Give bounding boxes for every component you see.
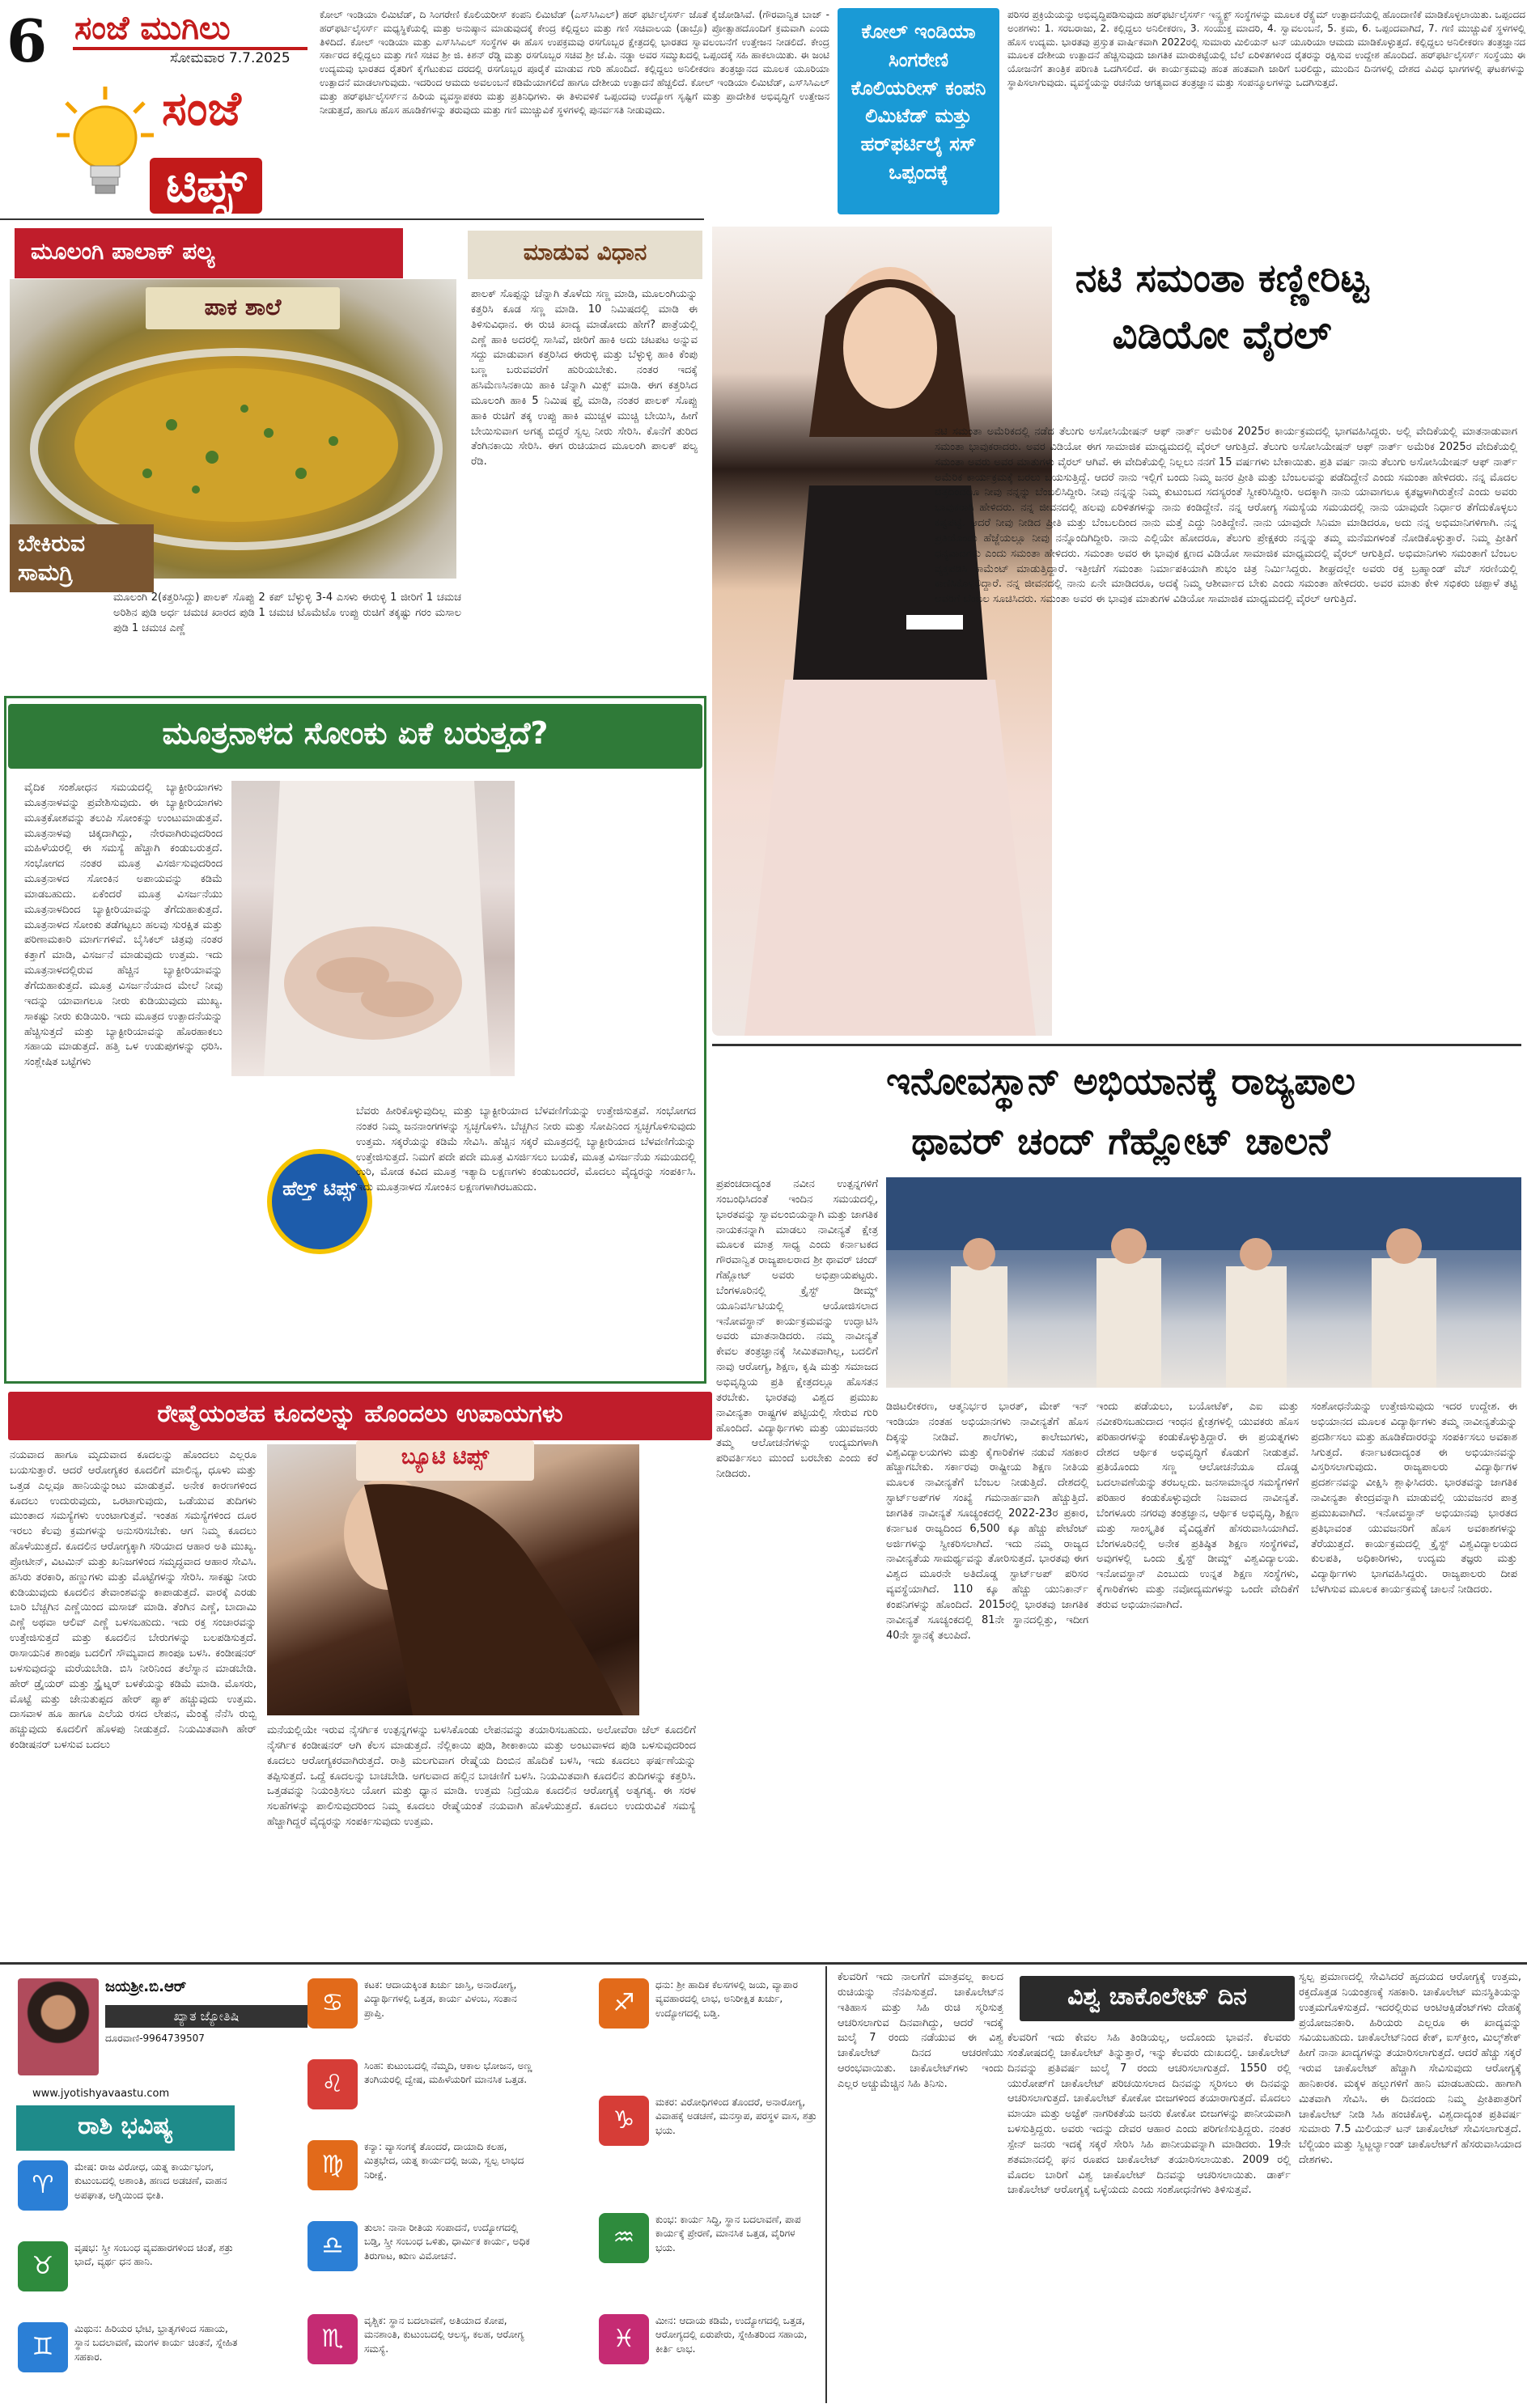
top-news-headline-box: ಕೋಲ್ ಇಂಡಿಯಾ ಸಿಂಗರೇಣಿ ಕೊಲಿಯರೀಸ್ ಕಂಪನಿ ಲಿಮಿಟೆಡ್ ಮತ್ತು ಹರ್‌ಫರ್ಟಿಲೈ ಸಸ್ ಒಪ್ಪಂದಕ್ಕೆ [838,8,999,214]
chocolate-headline: ವಿಶ್ವ ಚಾಕೊಲೇಟ್ ದಿನ [1020,1976,1295,2021]
health-illustration [231,781,515,1076]
gemini-icon: ♊ [18,2322,68,2372]
libra-icon: ♎ [308,2221,358,2271]
innovation-column-1: ಪ್ರಪಂಚದಾದ್ಯಂತ ನವೀನ ಉತ್ಪನ್ನಗಳಿಗೆ ಸಂಬಂಧಿಸಿದಂತೆ ಇಂದಿನ ಸಮಯದಲ್ಲಿ, ಭಾರತವನ್ನು ಸ್ವಾವಲಂಬಿಯನ್ನಾಗಿ ಮತ್ತು ಜಾಗತಿಕ ನಾಯಕನನ್ನಾಗಿ ಮಾಡಲು ನಾವೀನ್ಯತೆ ಕ್ಷೇತ್ರ ಮೂಲಕ ಮಾತ್ರ ಸಾಧ್ಯ ಎಂದು ಕರ್ನಾಟಕದ ಗೌರವಾನ್ವಿತ ರಾಜ್ಯಪಾಲರಾದ ಶ್ರೀ ಥಾವರ್ ಚಂದ್ ಗೆಹ್ಲೋಟ್ ಅವರು ಅಭಿಪ್ರಾಯಪಟ್ಟರು. ಬೆಂಗಳೂರಿನಲ್ಲಿ ಕ್ರೈಸ್ಟ್ ಡೀಮ್ಡ್ ಯೂನಿವರ್ಸಿಟಿಯಲ್ಲಿ ಆಯೋಜಿಸಲಾದ ಇನೋವಸ್ಥಾನ್ ಕಾರ್ಯಕ್ರಮವನ್ನು ಉದ್ಘಾಟಿಸಿ ಅವರು ಮಾತನಾಡಿದರು. ನಮ್ಮ ನಾವೀನ್ಯತೆ ಕೇವಲ ತಂತ್ರಜ್ಞಾನಕ್ಕೆ ಸೀಮಿತವಾಗಿಲ್ಲ, ಬದಲಿಗೆ ನಾವು ಆರೋಗ್ಯ, ಶಿಕ್ಷಣ, ಕೃಷಿ ಮತ್ತು ಸಮಾಜದ ಅಭಿವೃದ್ಧಿಯ ಪ್ರತಿ ಕ್ಷೇತ್ರದಲ್ಲೂ ಹೊಸತನ ತರಬೇಕು. ಭಾರತವು ವಿಶ್ವದ ಪ್ರಮುಖ ನಾವೀನ್ಯತಾ ರಾಷ್ಟ್ರಗಳ ಪಟ್ಟಿಯಲ್ಲಿ ಸೇರುವ ಗುರಿ ಹೊಂದಿದೆ. ವಿದ್ಯಾರ್ಥಿಗಳು ಮತ್ತು ಯುವಜನರು ತಮ್ಮ ಆಲೋಚನೆಗಳನ್ನು ಉದ್ಯಮಗಳಾಗಿ ಪರಿವರ್ತಿಸಲು ಮುಂದೆ ಬರಬೇಕು ಎಂದು ಕರೆ ನೀಡಿದರು. [716,1178,878,1481]
horoscope-leo: ಸಿಂಹ: ಕುಟುಂಬದಲ್ಲಿ ನೆಮ್ಮದಿ, ಆಕಾಲ ಭೋಜನ, ಅಣ್ಣ ತಂಗಿಯರಲ್ಲಿ ದ್ವೇಷ, ಮಹಿಳೆಯರಿಗೆ ಮಾನಸಿಕ ಒತ್ತಡ. [364,2060,532,2086]
innovation-headline-line2: ಥಾವರ್ ಚಂದ್ ಗೆಹ್ಲೋಟ್ ಚಾಲನೆ [911,1118,1330,1163]
innovation-column-3: ಇಂದು ಪಡೆಯಲು, ಬಯೋಟೆಕ್, ಎಐ ಮತ್ತು ನವೀಕರಿಸಬಹುದಾದ ಇಂಧನ ಕ್ಷೇತ್ರಗಳಲ್ಲಿ ಯುವಕರು ಹೊಸ ಪರಿಹಾರಗಳನ್ನು ಕಂಡುಕೊಳ್ಳುತ್ತಿದ್ದಾರೆ. ಈ ಪ್ರಯತ್ನಗಳು ದೇಶದ ಆರ್ಥಿಕ ಅಭಿವೃದ್ಧಿಗೆ ಕೊಡುಗೆ ನೀಡುತ್ತವೆ. ಪ್ರತಿಯೊಂದು ಸಣ್ಣ ಆಲೋಚನೆಯೂ ದೊಡ್ಡ ಬದಲಾವಣೆಯನ್ನು ತರಬಲ್ಲದು. ಜನಸಾಮಾನ್ಯರ ಸಮಸ್ಯೆಗಳಿಗೆ ಪರಿಹಾರ ಕಂಡುಕೊಳ್ಳುವುದೇ ನಿಜವಾದ ನಾವೀನ್ಯತೆ. ಬೆಂಗಳೂರು ನಗರವು ತಂತ್ರಜ್ಞಾನ, ಆರ್ಥಿಕ ಅಭಿವೃದ್ಧಿ, ಶಿಕ್ಷಣ ಮತ್ತು ಸಾಂಸ್ಕೃತಿಕ ವೈವಿಧ್ಯತೆಗೆ ಹೆಸರುವಾಸಿಯಾಗಿದೆ. ಬೆಂಗಳೂರಿನಲ್ಲಿ ಅನೇಕ ಪ್ರತಿಷ್ಠಿತ ಶಿಕ್ಷಣ ಸಂಸ್ಥೆಗಳಿವೆ, ಅವುಗಳಲ್ಲಿ ಒಂದು ಕ್ರೈಸ್ಟ್ ಡೀಮ್ಡ್ ವಿಶ್ವವಿದ್ಯಾಲಯ. ಇನೋವಸ್ಥಾನ್ ಎಂಬುದು ಉನ್ನತ ಶಿಕ್ಷಣ ಸಂಸ್ಥೆಗಳು, ಕೈಗಾರಿಕೆಗಳು ಮತ್ತು ನವೋದ್ಯಮಗಳನ್ನು ಒಂದೇ ವೇದಿಕೆಗೆ ತರುವ ಅಭಿಯಾನವಾಗಿದೆ. [1096,1401,1299,1611]
paper-date: ಸೋಮವಾರ 7.7.2025 [170,50,291,66]
sagittarius-icon: ♐ [599,1978,649,2029]
actress-headline-line1: ನಟಿ ಸಮಂತಾ ಕಣ್ಣೀರಿಟ್ಟ [1075,256,1369,301]
pisces-icon: ♓ [599,2314,649,2364]
innovation-column-2: ಡಿಜಿಟಲೀಕರಣ, ಆತ್ಮನಿರ್ಭರ ಭಾರತ್, ಮೇಕ್ ಇನ್ ಇಂಡಿಯಾ ನಂತಹ ಅಭಿಯಾನಗಳು ನಾವೀನ್ಯತೆಗೆ ಹೊಸ ದಿಕ್ಕನ್ನು ನೀಡಿವೆ. ಶಾಲೆಗಳು, ಕಾಲೇಜುಗಳು, ವಿಶ್ವವಿದ್ಯಾಲಯಗಳು ಮತ್ತು ಕೈಗಾರಿಕೆಗಳ ನಡುವೆ ಸಹಕಾರ ಹೆಚ್ಚಾಗಬೇಕು. ಸರ್ಕಾರವು ರಾಷ್ಟ್ರೀಯ ಶಿಕ್ಷಣ ನೀತಿಯ ಮೂಲಕ ನಾವೀನ್ಯತೆಗೆ ಬೆಂಬಲ ನೀಡುತ್ತಿದೆ. ದೇಶದಲ್ಲಿ ಸ್ಟಾರ್ಟ್‌ಅಪ್‌ಗಳ ಸಂಖ್ಯೆ ಗಮನಾರ್ಹವಾಗಿ ಹೆಚ್ಚುತ್ತಿದೆ. ಜಾಗತಿಕ ನಾವೀನ್ಯತೆ ಸೂಚ್ಯಂಕದಲ್ಲಿ 2022-23ರ ಪ್ರಕಾರ, ಕರ್ನಾಟಕ ರಾಜ್ಯದಿಂದ 6,500 ಕ್ಕೂ ಹೆಚ್ಚು ಪೇಟೆಂಟ್ ಅರ್ಜಿಗಳನ್ನು ಸ್ವೀಕರಿಸಲಾಗಿದೆ. ಇದು ನಮ್ಮ ರಾಜ್ಯದ ನಾವೀನ್ಯತೆಯ ಸಾಮರ್ಥ್ಯವನ್ನು ತೋರಿಸುತ್ತದೆ. ಭಾರತವು ಈಗ ವಿಶ್ವದ ಮೂರನೇ ಅತಿದೊಡ್ಡ ಸ್ಟಾರ್ಟ್‌ಅಪ್ ಪರಿಸರ ವ್ಯವಸ್ಥೆಯಾಗಿದೆ. 110 ಕ್ಕೂ ಹೆಚ್ಚು ಯುನಿಕಾರ್ನ್ ಕಂಪನಿಗಳನ್ನು ಹೊಂದಿದೆ. 2015ರಲ್ಲಿ ಭಾರತವು ಜಾಗತಿಕ ನಾವೀನ್ಯತೆ ಸೂಚ್ಯಂಕದಲ್ಲಿ 81ನೇ ಸ್ಥಾನದಲ್ಲಿತ್ತು, ಇದೀಗ 40ನೇ ಸ್ಥಾನಕ್ಕೆ ತಲುಪಿದೆ. [886,1401,1088,1642]
innovation-headline-line1: ಇನೋವಸ್ಥಾನ್ ಅಭಿಯಾನಕ್ಕೆ ರಾಜ್ಯಪಾಲ [886,1059,1355,1103]
kitchen-label: ಪಾಕ ಶಾಲೆ [146,287,340,329]
health-photo [231,781,515,1076]
actress-headline [931,251,1513,421]
lightbulb-icon [57,85,154,206]
astrologer-website: www.jyotishyavaastu.com [32,2088,170,2100]
innovation-headline [720,1052,1521,1181]
chocolate-column-2: ಕೆಲವರಿಗೆ ಇದು ಕೇವಲ ಸಿಹಿ ತಿಂಡಿಯಲ್ಲ, ಅದೊಂದು ಭಾವನೆ. ಕೆಲವರು ಸಂತೋಷದಲ್ಲಿ ಚಾಕೊಲೇಟ್ ತಿನ್ನುತ್ತಾರೆ, ಇನ್ನು ಕೆಲವರು ದುಃಖದಲ್ಲಿ. ಚಾಕೊಲೇಟ್ ದಿನವನ್ನು ಪ್ರತಿವರ್ಷ ಜುಲೈ 7 ರಂದು ಆಚರಿಸಲಾಗುತ್ತದೆ. 1550 ರಲ್ಲಿ ಯುರೋಪ್‌ಗೆ ಚಾಕೊಲೇಟ್ ಪರಿಚಯಿಸಲಾದ ದಿನವನ್ನು ಸ್ಮರಿಸಲು ಈ ದಿನವನ್ನು ಆಚರಿಸಲಾಗುತ್ತದೆ. ಚಾಕೊಲೇಟ್ ಕೋಕೋ ಬೀಜಗಳಿಂದ ತಯಾರಾಗುತ್ತದೆ. ಮೊದಲು ಮಾಯಾ ಮತ್ತು ಅಜ್ಟೆಕ್ ನಾಗರಿಕತೆಯ ಜನರು ಕೋಕೋ ಬೀಜಗಳನ್ನು ಪಾನೀಯವಾಗಿ ಬಳಸುತ್ತಿದ್ದರು. ಅವರು ಇದನ್ನು ದೇವರ ಆಹಾರ ಎಂದು ಪರಿಗಣಿಸುತ್ತಿದ್ದರು. ನಂತರ ಸ್ಪೇನ್ ಜನರು ಇದಕ್ಕೆ ಸಕ್ಕರೆ ಸೇರಿಸಿ ಸಿಹಿ ಪಾನೀಯವನ್ನಾಗಿ ಮಾಡಿದರು. 19ನೇ ಶತಮಾನದಲ್ಲಿ ಘನ ರೂಪದ ಚಾಕೊಲೇಟ್ ತಯಾರಿಸಲಾಯಿತು. 2009 ರಲ್ಲಿ ಮೊದಲ ಬಾರಿಗೆ ವಿಶ್ವ ಚಾಕೊಲೇಟ್ ದಿನವನ್ನು ಆಚರಿಸಲಾಯಿತು. ಡಾರ್ಕ್ ಚಾಕೊಲೇಟ್ ಆರೋಗ್ಯಕ್ಕೆ ಒಳ್ಳೆಯದು ಎಂದು ಸಂಶೋಧನೆಗಳು ತಿಳಿಸುತ್ತವೆ. [1007,2032,1291,2197]
beauty-headline: ರೇಷ್ಮೆಯಂತಹ ಕೂದಲನ್ನು ಹೊಂದಲು ಉಪಾಯಗಳು [8,1392,712,1440]
astrologer-name: ಜಯಶ್ರೀ.ಬಿ.ಆರ್ [105,1978,187,1995]
virgo-icon: ♍ [308,2140,358,2190]
astrologer-phone: ದೂರವಾಣಿ-9964739507 [105,2033,205,2044]
astrologer-avatar [18,1978,99,2075]
innovation-column-4: ಸಂಶೋಧನೆಯನ್ನು ಉತ್ತೇಜಿಸುವುದು ಇದರ ಉದ್ದೇಶ. ಈ ಅಭಿಯಾನದ ಮೂಲಕ ವಿದ್ಯಾರ್ಥಿಗಳು ತಮ್ಮ ನಾವೀನ್ಯತೆಯನ್ನು ಪ್ರದರ್ಶಿಸಲು ಮತ್ತು ಹೂಡಿಕೆದಾರರನ್ನು ಸಂಪರ್ಕಿಸಲು ಅವಕಾಶ ಸಿಗುತ್ತದೆ. ಕರ್ನಾಟಕದಾದ್ಯಂತ ಈ ಅಭಿಯಾನವನ್ನು ವಿಸ್ತರಿಸಲಾಗುವುದು. ರಾಜ್ಯಪಾಲರು ವಿದ್ಯಾರ್ಥಿಗಳ ಪ್ರದರ್ಶನವನ್ನು ವೀಕ್ಷಿಸಿ ಶ್ಲಾಘಿಸಿದರು. ಭಾರತವನ್ನು ಜಾಗತಿಕ ನಾವೀನ್ಯತಾ ಕೇಂದ್ರವನ್ನಾಗಿ ಮಾಡುವಲ್ಲಿ ಯುವಜನರ ಪಾತ್ರ ಪ್ರಮುಖವಾಗಿದೆ. ಇನೋವಸ್ಥಾನ್ ಅಭಿಯಾನವು ಭಾರತದ ಪ್ರತಿಭಾವಂತ ಯುವಜನರಿಗೆ ಹೊಸ ಅವಕಾಶಗಳನ್ನು ತೆರೆಯುತ್ತದೆ. ಕಾರ್ಯಕ್ರಮದಲ್ಲಿ ಕ್ರೈಸ್ಟ್ ವಿಶ್ವವಿದ್ಯಾಲಯದ ಕುಲಪತಿ, ಅಧಿಕಾರಿಗಳು, ಉದ್ಯಮ ತಜ್ಞರು ಮತ್ತು ವಿದ್ಯಾರ್ಥಿಗಳು ಭಾಗವಹಿಸಿದ್ದರು. ರಾಜ್ಯಪಾಲರು ದೀಪ ಬೆಳಗಿಸುವ ಮೂಲಕ ಕಾರ್ಯಕ್ರಮಕ್ಕೆ ಚಾಲನೆ ನೀಡಿದರು. [1311,1401,1517,1596]
horoscope-scorpio: ವೃಶ್ಚಿಕ: ಸ್ಥಾನ ಬದಲಾವಣೆ, ಅತಿಯಾದ ಕೋಪ, ಮನಶಾಂತಿ, ಕುಟುಂಬದಲ್ಲಿ ಆಲಸ್ಯ, ಕಲಹ, ಆರೋಗ್ಯ ಸಮಸ್ಯೆ. [364,2315,524,2355]
top-news-column-2: ಪರಿಸರ ಪ್ರಕ್ರಿಯೆಯನ್ನು ಅಭಿವೃದ್ಧಿಪಡಿಸುವುದು ಹರ್‌ಫರ್ಟಿಲೈಸರ್ಸ್ ಇನ್ಸ್ಟ್ರಕ್ಟ್ ಸಂಸ್ಥೆಗಳನ್ನು ಮೂಲಕ ರೆಕ್ಸ್ಟೆಮ್ ಉತ್ಪಾದನೆಯಲ್ಲಿ ಹೊಂದಾಣಿಕೆ ಮಾಡಿಕೊಳ್ಳಲಾಯಿತು. ಒಪ್ಪಂದದ ಅಂಶಗಳು: 1. ಸರಬರಾಜು, 2. ಕಲ್ಲಿದ್ದಲು ಅನಿಲೀಕರಣ, 3. ಸಂಯುಕ್ತ ಮಾದರಿ, 4. ಸ್ವಾವಲಂಬನೆ, 5. ಕ್ರಮ, 6. ಒಪ್ಪಂದವಾಗಿದೆ, 7. ಗಣಿ ಮುಚ್ಚುವಿಕೆ ಸ್ಥಳಗಳಲ್ಲಿ ಹೊಸ ಉದ್ಯಮ. ಭಾರತವು ಪ್ರಸ್ತುತ ವಾರ್ಷಿಕವಾಗಿ 2022ರಲ್ಲಿ ಸುಮಾರು ಮಿಲಿಯನ್ ಟನ್ ಯೂರಿಯಾ ಆಮದು ಮಾಡಿಕೊಳ್ಳುತ್ತದೆ. ಕಲ್ಲಿದ್ದಲು ಅನಿಲೀಕರಣ ತಂತ್ರಜ್ಞಾನದ ಮೂಲಕ ದೇಶೀಯ ಉತ್ಪಾದನೆ ಹೆಚ್ಚಿಸುವುದು ಜಾಗತಿಕ ಮಾರುಕಟ್ಟೆಯಲ್ಲಿ ಬೆಲೆ ಏರಿಳಿತಗಳಿಂದ ರೈತರನ್ನು ರಕ್ಷಿಸುವ ಉದ್ದೇಶ ಹೊಂದಿದೆ. ಹರ್‌ಫರ್ಟಿಲೈಸರ್ಸ್ ಸಂಸ್ಥೆಯು ಈ ಯೋಜನೆಗೆ ತಾಂತ್ರಿಕ ಪರಿಣತಿ ಒದಗಿಸಲಿದೆ. ಈ ಕಾರ್ಯಕ್ರಮವು ಹಂತ ಹಂತವಾಗಿ ಜಾರಿಗೆ ಬರಲಿದ್ದು, ಮುಂದಿನ ದಿನಗಳಲ್ಲಿ ದೇಶದ ವಿವಿಧ ಭಾಗಗಳಲ್ಲಿ ಘಟಕಗಳನ್ನು ಸ್ಥಾಪಿಸಲಾಗುವುದು. ವ್ಯವಸ್ಥೆಯನ್ನು ರಚನೆಯ ಆಗತ್ಯವಾದ ತಂತ್ರಜ್ಞಾನ ಮತ್ತು ಸಂಪನ್ಮೂಲಗಳನ್ನು ಒದಗಿಸುತ್ತದೆ. [1007,9,1525,88]
horoscope-capricorn: ಮಕರ: ವಿರೋಧಿಗಳಿಂದ ತೊಂದರೆ, ಅನಾರೋಗ್ಯ, ವಿವಾಹಕ್ಕೆ ಅಡಚಣೆ, ಮನಸ್ತಾಪ, ಪರಸ್ಥಳ ವಾಸ, ಶತ್ರು ಭಯ. [655,2096,817,2136]
top-news-column-1: ಕೋಲ್ ಇಂಡಿಯಾ ಲಿಮಿಟೆಡ್, ದಿ ಸಿಂಗರೇಣಿ ಕೊಲಿಯರೀಸ್ ಕಂಪನಿ ಲಿಮಿಟೆಡ್ (ಎಸ್‌ಸಿಸಿಎಲ್) ಹರ್ ಫರ್ಟಿಲೈಸರ್ಸ್ ಜೊತೆ ಕೈಜೋಡಿಸಿವೆ. (ಗೌರವಾನ್ವಿತ ಬಾಜ್ - ಹರ್‌ಫರ್ಟಿಲೈಸರ್ಸ್ ಮಧ್ಯಸ್ಥಿಕೆಯಲ್ಲಿ ಮತ್ತು ಅನುಷ್ಠಾನ ಮಾಡುವುದಕ್ಕೆ ಕೇಂದ್ರ ಕಲ್ಲಿದ್ದಲು ಮತ್ತು ಗಣಿ ಸಚಿವಾಲಯ (ಡಾಬ್ರೊ) ಪ್ರೋತ್ಸಾಹದೊಂದಿಗೆ ಕ್ರಮವಾಗಿ ಎಂದು ತಿಳಿದಿದೆ. ಕೋಲ್ ಇಂಡಿಯಾ ಮತ್ತು ಎಸ್‌ಸಿಸಿಎಲ್ ಸಂಸ್ಥೆಗಳ ಈ ಹೊಸ ಉಪಕ್ರಮವು ರಸಗೊಬ್ಬರ ಕ್ಷೇತ್ರದಲ್ಲಿ ಭಾರತದ ಸ್ವಾವಲಂಬನೆಗೆ ಉತ್ತೇಜನ ನೀಡಲಿದೆ. ಕೇಂದ್ರ ಸರ್ಕಾರದ ಕಲ್ಲಿದ್ದಲು ಮತ್ತು ಗಣಿ ಸಚಿವ ಶ್ರೀ ಜಿ. ಕಿಶನ್ ರೆಡ್ಡಿ ಮತ್ತು ರಸಗೊಬ್ಬರ ಸಚಿವ ಶ್ರೀ ಜೆ.ಪಿ. ನಡ್ಡಾ ಅವರ ಸಮ್ಮುಖದಲ್ಲಿ ಒಪ್ಪಂದಕ್ಕೆ ಸಹಿ ಹಾಕಲಾಯಿತು. ಈ ಜಂಟಿ ಉದ್ಯಮವು ಭಾರತದ ರೈತರಿಗೆ ಕೈಗೆಟುಕುವ ದರದಲ್ಲಿ ರಸಗೊಬ್ಬರ ಪೂರೈಕೆ ಮಾಡುವ ಗುರಿ ಹೊಂದಿದೆ. ಕಲ್ಲಿದ್ದಲು ಅನಿಲೀಕರಣ ತಂತ್ರಜ್ಞಾನದ ಮೂಲಕ ಯೂರಿಯಾ ಉತ್ಪಾದನೆ ಮಾಡಲಾಗುವುದು. ಇದರಿಂದ ಆಮದು ಅವಲಂಬನೆ ಕಡಿಮೆಯಾಗಲಿದೆ ಹಾಗೂ ದೇಶೀಯ ಉತ್ಪಾದನೆ ಹೆಚ್ಚಲಿದೆ. ಕೋಲ್ ಇಂಡಿಯಾ ಲಿಮಿಟೆಡ್, ಎಸ್‌ಸಿಸಿಎಲ್ ಮತ್ತು ಹರ್‌ಫರ್ಟಿಲೈಸರ್ಸ್‌ನ ಹಿರಿಯ ವ್ಯವಸ್ಥಾಪಕರು ಮತ್ತು ಪ್ರತಿನಿಧಿಗಳು. ಈ ತಿಳುವಳಿಕೆ ಒಪ್ಪಂದವು ಉದ್ಯೋಗ ಸೃಷ್ಟಿಗೆ ಮತ್ತು ಪ್ರಾದೇಶಿಕ ಅಭಿವೃದ್ಧಿಗೆ ಉತ್ತೇಜನ ನೀಡುತ್ತದೆ, ಹಾಗೂ ಹೊಸ ಹೂಡಿಕೆಗಳನ್ನು ತರುವುದು ಮತ್ತು ಗಣಿ ಮುಚ್ಚುವಿಕೆ ಸ್ಥಳಗಳಲ್ಲಿ ಪುನರ್ವಸತಿ ನೀಡುವುದು. [320,9,829,116]
horoscope-aquarius: ಕುಂಭ: ಕಾರ್ಯ ಸಿದ್ಧಿ, ಸ್ಥಾನ ಬದಲಾವಣೆ, ಪಾಪ ಕಾರ್ಯಕ್ಕೆ ಪ್ರೇರಣೆ, ಮಾನಸಿಕ ಒತ್ತಡ, ವೈರಿಗಳ ಭಯ. [655,2214,801,2253]
horoscope-cancer: ಕಟಕ: ಆದಾಯಕ್ಕಿಂತ ಖರ್ಚು ಜಾಸ್ತಿ, ಅನಾರೋಗ್ಯ, ವಿದ್ಯಾರ್ಥಿಗಳಲ್ಲಿ ಒತ್ತಡ, ಕಾರ್ಯ ವಿಳಂಬ, ಸಂತಾನ ಪ್ರಾಪ್ತಿ. [364,1979,517,2019]
event-illustration [886,1177,1521,1388]
horoscope-pisces: ಮೀನ: ಆದಾಯ ಕಡಿಮೆ, ಉದ್ಯೋಗದಲ್ಲಿ ಒತ್ತಡ, ಆರೋಗ್ಯದಲ್ಲಿ ಏರುಪೇರು, ಸ್ನೇಹಿತರಿಂದ ಸಹಾಯ, ಕೀರ್ತಿ ಲಾಭ. [655,2315,808,2355]
taurus-icon: ♉ [18,2241,68,2291]
beauty-column-1: ನಯವಾದ ಹಾಗೂ ಮೃದುವಾದ ಕೂದಲನ್ನು ಹೊಂದಲು ಎಲ್ಲರೂ ಬಯಸುತ್ತಾರೆ. ಆದರೆ ಆರೋಗ್ಯಕರ ಕೂದಲಿಗೆ ಮಾಲಿನ್ಯ, ಧೂಳು ಮತ್ತು ಒತ್ತಡ ಎಲ್ಲವೂ ಹಾನಿಯನ್ನುಂಟು ಮಾಡುತ್ತವೆ. ಅನೇಕ ಕಾರಣಗಳಿಂದ ಕೂದಲು ಉದುರುವುದು, ಒರಟಾಗುವುದು, ಒಡೆಯುವ ತುದಿಗಳು ಮುಂತಾದ ಸಮಸ್ಯೆಗಳು ಉಂಟಾಗುತ್ತವೆ. ಇಂತಹ ಸಮಸ್ಯೆಗಳಿಂದ ದೂರ ಇರಲು ಕೆಲವು ಕ್ರಮಗಳನ್ನು ಅನುಸರಿಸಬೇಕು. ಆಗ ನಿಮ್ಮ ಕೂದಲು ಹೊಳೆಯುತ್ತದೆ. ಕೂದಲಿನ ಆರೋಗ್ಯಕ್ಕಾಗಿ ಸರಿಯಾದ ಆಹಾರ ಅತಿ ಮುಖ್ಯ. ಪ್ರೋಟೀನ್, ವಿಟಮಿನ್ ಮತ್ತು ಖನಿಜಗಳಿಂದ ಸಮೃದ್ಧವಾದ ಆಹಾರ ಸೇವಿಸಿ. ಹಸಿರು ತರಕಾರಿ, ಹಣ್ಣುಗಳು ಮತ್ತು ಮೊಟ್ಟೆಗಳನ್ನು ಸೇರಿಸಿ. ಸಾಕಷ್ಟು ನೀರು ಕುಡಿಯುವುದು ಕೂದಲಿನ ತೇವಾಂಶವನ್ನು ಕಾಪಾಡುತ್ತದೆ. ವಾರಕ್ಕೆ ಎರಡು ಬಾರಿ ಬೆಚ್ಚಗಿನ ಎಣ್ಣೆಯಿಂದ ಮಸಾಜ್ ಮಾಡಿ. ತೆಂಗಿನ ಎಣ್ಣೆ, ಬಾದಾಮಿ ಎಣ್ಣೆ ಅಥವಾ ಆಲಿವ್ ಎಣ್ಣೆ ಬಳಸಬಹುದು. ಇದು ರಕ್ತ ಸಂಚಾರವನ್ನು ಉತ್ತೇಜಿಸುತ್ತದೆ ಮತ್ತು ಕೂದಲಿನ ಬೇರುಗಳನ್ನು ಬಲಪಡಿಸುತ್ತದೆ. ರಾಸಾಯನಿಕ ಶಾಂಪೂ ಬದಲಿಗೆ ಸೌಮ್ಯವಾದ ಶಾಂಪೂ ಬಳಸಿ. ಕಂಡೀಷನರ್ ಬಳಸುವುದನ್ನು ಮರೆಯಬೇಡಿ. ಬಿಸಿ ನೀರಿನಿಂದ ತಲೆಸ್ನಾನ ಮಾಡಬೇಡಿ. ಹೇರ್ ಡ್ರೈಯರ್ ಮತ್ತು ಸ್ಟ್ರೈಟ್ನರ್ ಬಳಕೆಯನ್ನು ಕಡಿಮೆ ಮಾಡಿ. ಮೊಸರು, ಮೊಟ್ಟೆ ಮತ್ತು ಜೇನುತುಪ್ಪದ ಹೇರ್ ಪ್ಯಾಕ್ ಹಚ್ಚುವುದು ಉತ್ತಮ. ದಾಸವಾಳ ಹೂ ಹಾಗೂ ಎಲೆಯ ರಸದ ಲೇಪನ, ಮೆಂತ್ಯೆ ನೆನೆಸಿ ರುಬ್ಬಿ ಹಚ್ಚುವುದು ಕೂದಲಿಗೆ ಹೊಳಪು ನೀಡುತ್ತದೆ. ನಿಯಮಿತವಾಗಿ ಹೇರ್ ಕಂಡೀಷನರ್ ಬಳಸುವ ಬದಲು [10,1449,257,1752]
astrologer-title: ಖ್ಯಾತ ಜ್ಯೋತಿಷಿ [105,2005,308,2028]
section-title-line2: ಟಿಪ್ಸ್ [150,158,262,214]
aries-icon: ♈ [18,2160,68,2211]
chocolate-column-3: ಸ್ವಲ್ಪ ಪ್ರಮಾಣದಲ್ಲಿ ಸೇವಿಸಿದರೆ ಹೃದಯದ ಆರೋಗ್ಯಕ್ಕೆ ಉತ್ತಮ, ರಕ್ತದೊತ್ತಡ ನಿಯಂತ್ರಣಕ್ಕೆ ಸಹಕಾರಿ. ಚಾಕೊಲೇಟ್ ಮನಸ್ಥಿತಿಯನ್ನು ಉತ್ತಮಗೊಳಿಸುತ್ತದೆ. ಇದರಲ್ಲಿರುವ ಆಂಟಿಆಕ್ಸಿಡೆಂಟ್‌ಗಳು ದೇಹಕ್ಕೆ ಪ್ರಯೋಜನಕಾರಿ. ಹಿರಿಯರು ಎಲ್ಲರೂ ಈ ಖಾದ್ಯವನ್ನು ಸವಿಯಬಹುದು. ಚಾಕೊಲೇಟ್‌ನಿಂದ ಕೇಕ್, ಐಸ್‌ಕ್ರೀಂ, ಮಿಲ್ಕ್‌ಶೇಕ್ ಹೀಗೆ ನಾನಾ ಖಾದ್ಯಗಳನ್ನು ತಯಾರಿಸಲಾಗುತ್ತದೆ. ಆದರೆ ಹೆಚ್ಚು ಸಕ್ಕರೆ ಇರುವ ಚಾಕೊಲೇಟ್ ಹೆಚ್ಚಾಗಿ ಸೇವಿಸುವುದು ಆರೋಗ್ಯಕ್ಕೆ ಹಾನಿಕಾರಕ. ಮಕ್ಕಳ ಹಲ್ಲುಗಳಿಗೆ ಹಾನಿ ಮಾಡಬಹುದು. ಹಾಗಾಗಿ ಮಿತವಾಗಿ ಸೇವಿಸಿ. ಈ ದಿನದಂದು ನಿಮ್ಮ ಪ್ರೀತಿಪಾತ್ರರಿಗೆ ಚಾಕೊಲೇಟ್ ನೀಡಿ ಸಿಹಿ ಹಂಚಿಕೊಳ್ಳಿ. ವಿಶ್ವದಾದ್ಯಂತ ಪ್ರತಿವರ್ಷ ಸುಮಾರು 7.5 ಮಿಲಿಯನ್ ಟನ್ ಚಾಕೊಲೇಟ್ ಸೇವಿಸಲಾಗುತ್ತದೆ. ಬೆಲ್ಜಿಯಂ ಮತ್ತು ಸ್ವಿಟ್ಜರ್ಲ್ಯಾಂಡ್ ಚಾಕೊಲೇಟ್‌ಗೆ ಹೆಸರುವಾಸಿಯಾದ ದೇಶಗಳು. [1299,1971,1521,2167]
health-column-2: ಬೆವರು ಹೀರಿಕೊಳ್ಳುವುದಿಲ್ಲ ಮತ್ತು ಬ್ಯಾಕ್ಟೀರಿಯಾದ ಬೆಳವಣಿಗೆಯನ್ನು ಉತ್ತೇಜಿಸುತ್ತವೆ. ಸಂಭೋಗದ ನಂತರ ನಿಮ್ಮ ಜನನಾಂಗಗಳನ್ನು ಸ್ವಚ್ಛಗೊಳಿಸಿ. ಬೆಚ್ಚಗಿನ ನೀರು ಮತ್ತು ಸೋಪಿನಿಂದ ಸ್ವಚ್ಛಗೊಳಿಸುವುದು ಉತ್ತಮ. ಸಕ್ಕರೆಯನ್ನು ಕಡಿಮೆ ಸೇವಿಸಿ. ಹೆಚ್ಚಿನ ಸಕ್ಕರೆ ಮೂತ್ರದಲ್ಲಿ ಬ್ಯಾಕ್ಟೀರಿಯಾದ ಬೆಳವಣಿಗೆಯನ್ನು ಉತ್ತೇಜಿಸುತ್ತದೆ. ನಿಮಗೆ ಪದೇ ಪದೇ ಮೂತ್ರ ವಿಸರ್ಜಿಸಲು ಬಯಕೆ, ಮೂತ್ರ ವಿಸರ್ಜನೆಯ ಸಮಯದಲ್ಲಿ ಉರಿ, ಮೋಡ ಕವಿದ ಮೂತ್ರ ಇತ್ಯಾದಿ ಲಕ್ಷಣಗಳು ಕಂಡುಬಂದರೆ, ಮೊದಲು ವೈದ್ಯರನ್ನು ಸಂಪರ್ಕಿಸಿ. ಇದು ಮೂತ್ರನಾಳದ ಸೋಂಕಿನ ಲಕ್ಷಣಗಳಾಗಿರಬಹುದು. [356,1105,696,1194]
horoscope-taurus: ವೃಷಭ: ಸ್ತ್ರೀ ಸಂಬಂಧ ವ್ಯವಹಾರಗಳಿಂದ ಚಿಂತೆ, ಶತ್ರು ಭಾದೆ, ವ್ಯರ್ಥ ಧನ ಹಾನಿ. [74,2242,234,2268]
recipe-method-label: ಮಾಡುವ ವಿಧಾನ [468,231,702,279]
beauty-column-2: ಮನೆಯಲ್ಲಿಯೇ ಇರುವ ನೈಸರ್ಗಿಕ ಉತ್ಪನ್ನಗಳನ್ನು ಬಳಸಿಕೊಂಡು ಲೇಪನವನ್ನು ತಯಾರಿಸಬಹುದು. ಅಲೋವೆರಾ ಜೆಲ್ ಕೂದಲಿಗೆ ನೈಸರ್ಗಿಕ ಕಂಡೀಷನರ್ ಆಗಿ ಕೆಲಸ ಮಾಡುತ್ತದೆ. ನೆಲ್ಲಿಕಾಯಿ ಪುಡಿ, ಶೀಕಾಕಾಯಿ ಮತ್ತು ಅಂಟುವಾಳದ ಪುಡಿ ಬಳಸುವುದರಿಂದ ಕೂದಲು ಆರೋಗ್ಯಕರವಾಗಿರುತ್ತದೆ. ರಾತ್ರಿ ಮಲಗುವಾಗ ರೇಷ್ಮೆಯ ದಿಂಬಿನ ಹೊದಿಕೆ ಬಳಸಿ, ಇದು ಕೂದಲು ಘರ್ಷಣೆಯನ್ನು ತಪ್ಪಿಸುತ್ತದೆ. ಒದ್ದೆ ಕೂದಲನ್ನು ಬಾಚಬೇಡಿ. ಅಗಲವಾದ ಹಲ್ಲಿನ ಬಾಚಣಿಗೆ ಬಳಸಿ. ನಿಯಮಿತವಾಗಿ ಕೂದಲಿನ ತುದಿಗಳನ್ನು ಕತ್ತರಿಸಿ. ಒತ್ತಡವನ್ನು ನಿಯಂತ್ರಿಸಲು ಯೋಗ ಮತ್ತು ಧ್ಯಾನ ಮಾಡಿ. ಉತ್ತಮ ನಿದ್ರೆಯೂ ಕೂದಲಿನ ಆರೋಗ್ಯಕ್ಕೆ ಅತ್ಯಗತ್ಯ. ಈ ಸರಳ ಸಲಹೆಗಳನ್ನು ಪಾಲಿಸುವುದರಿಂದ ನಿಮ್ಮ ಕೂದಲು ರೇಷ್ಮೆಯಂತೆ ನಯವಾಗಿ ಹೊಳೆಯುತ್ತದೆ. ಕೂದಲು ಉದುರುವಿಕೆ ಸಮಸ್ಯೆ ಹೆಚ್ಚಾಗಿದ್ದರೆ ವೈದ್ಯರನ್ನು ಸಂಪರ್ಕಿಸುವುದು ಉತ್ತಮ. [267,1724,696,1829]
horoscope-sagittarius: ಧನು: ಶ್ರೀ ಹಾದಿಕ ಕೆಲಸಗಳಲ್ಲಿ ಜಯ, ವ್ಯಾಪಾರ ವ್ಯವಹಾರದಲ್ಲಿ ಲಾಭ, ಅನಿರೀಕ್ಷಿತ ಖರ್ಚು, ಉದ್ಯೋಗದಲ್ಲಿ ಬಡ್ತಿ. [655,1979,798,2019]
capricorn-icon: ♑ [599,2096,649,2146]
recipe-method-text: ಪಾಲಕ್ ಸೊಪ್ಪನ್ನು ಚೆನ್ನಾಗಿ ತೊಳೆದು ಸಣ್ಣ ಮಾಡಿ, ಮೂಲಂಗಿಯನ್ನು ಕತ್ತರಿಸಿ ಕೂಡ ಸಣ್ಣ ಮಾಡಿ. 10 ನಿಮಿಷದಲ್ಲಿ ಮಾಡಿ ಈ ತಿಳಿಸುವಿಧಾನ. ಈ ರುಚಿ ಖಾದ್ಯ ಮಾಡೋದು ಹೇಗೆ? ಪಾತ್ರೆಯಲ್ಲಿ ಎಣ್ಣೆ ಹಾಕಿ ಅದರಲ್ಲಿ ಸಾಸಿವೆ, ಜೀರಿಗೆ ಹಾಕಿ ಅದು ಚಟಪಟ ಅನ್ನುವ ಸದ್ದು ಮಾಡುವಾಗ ಕತ್ತರಿಸಿದ ಈರುಳ್ಳಿ ಮತ್ತು ಬೆಳ್ಳುಳ್ಳಿ ಹಾಕಿ ಕೆಂಪು ಬಣ್ಣ ಬರುವವರೆಗೆ ಹುರಿಯಬೇಕು. ನಂತರ ಇದಕ್ಕೆ ಹಸಿಮೆಣಸಿನಕಾಯಿ ಹಾಕಿ ಚೆನ್ನಾಗಿ ಮಿಕ್ಸ್ ಮಾಡಿ. ಈಗ ಕತ್ತರಿಸಿದ ಮೂಲಂಗಿ ಹಾಕಿ 5 ನಿಮಿಷ ಫ್ರೈ ಮಾಡಿ, ನಂತರ ಪಾಲಕ್ ಸೊಪ್ಪು ಹಾಕಿ ರುಚಿಗೆ ತಕ್ಕ ಉಪ್ಪು ಹಾಕಿ ಮುಚ್ಚಳ ಮುಚ್ಚಿ ಬೇಯಿಸಿ, ಹೀಗೆ ಬೇಯಿಸುವಾಗ ಅಗತ್ಯ ಬಿದ್ದರೆ ಸ್ವಲ್ಪ ನೀರು ಸೇರಿಸಿ. ಕೊನೆಗೆ ತುರಿದ ತೆಂಗಿನಕಾಯಿ ಸೇರಿಸಿ. ಈಗ ರುಚಿಯಾದ ಮೂಲಂಗಿ ಪಾಲಕ್ ಪಲ್ಯ ರೆಡಿ. [471,288,698,468]
paper-name: ಸಂಜೆ ಮುಗಿಲು [74,10,231,47]
ingredients-label: ಬೇಕಿರುವ ಸಾಮಗ್ರಿ [10,524,154,592]
recipe-ingredients-text: ಮೂಲಂಗಿ 2(ಕತ್ತರಿಸಿದ್ದು) ಪಾಲಕ್ ಸೊಪ್ಪು 2 ಕಪ್ ಬೆಳ್ಳುಳ್ಳಿ 3-4 ಎಸಳು ಈರುಳ್ಳಿ 1 ಜೀರಿಗೆ 1 ಚಮಚ ಅರಿಶಿನ ಪುಡಿ ಅರ್ಧ ಚಮಚ ಖಾರದ ಪುಡಿ 1 ಚಮಚ ಟೊಮೆಟೊ ಉಪ್ಪು ರುಚಿಗೆ ತಕ್ಕಷ್ಟು ಗರಂ ಮಸಾಲ ಪುಡಿ 1 ಚಮಚ ಎಣ್ಣೆ [113,591,461,634]
divider [0,1962,1527,1965]
chocolate-column-1: ಕೆಲವರಿಗೆ ಇದು ನಾಲಗೆಗೆ ಮಾತ್ರವಲ್ಲ ಕಾಲದ ರುಚಿಯನ್ನು ನೆನಪಿಸುತ್ತದೆ. ಚಾಕೊಲೇಟ್‌ನ ಇತಿಹಾಸ ಮತ್ತು ಸಿಹಿ ರುಚಿ ಸ್ಮರಿಸುತ್ತ ಆಚರಿಸಲಾಗುವ ದಿನವಾಗಿದ್ದು, ಆದರೆ ಇದಕ್ಕೆ ಜುಲೈ 7 ರಂದು ನಡೆಯುವ ಈ ವಿಶ್ವ ಚಾಕೊಲೇಟ್ ದಿನದ ಆಚರಣೆಯು ಆರಂಭವಾಯಿತು. ಚಾಕೊಲೇಟ್‌ಗಳು ಇಂದು ಎಲ್ಲರ ಅಚ್ಚುಮೆಚ್ಚಿನ ಸಿಹಿ ತಿನಿಸು. [838,1971,1003,2090]
horoscope-gemini: ಮಿಥುನ: ಹಿರಿಯರ ಭೇಟಿ, ಭ್ರಾತೃಗಳಿಂದ ಸಹಾಯ, ಸ್ಥಾನ ಬದಲಾವಣೆ, ಮಂಗಳ ಕಾರ್ಯ ಚಿಂತನೆ, ಸ್ನೇಹಿತ ಸಹಕಾರ. [74,2323,238,2363]
cancer-icon: ♋ [308,1978,358,2029]
section-title-line1: ಸಂಜೆ [162,81,241,136]
divider [0,218,704,220]
actress-headline-line2: ವಿಡಿಯೋ ವೈರಲ್ [1112,312,1332,358]
beauty-tips-badge: ಬ್ಯೂಟಿ ಟಿಪ್ಸ್ [356,1440,534,1481]
horoscope-title: ರಾಶಿ ಭವಿಷ್ಯ [16,2105,235,2151]
actress-article-text: ನಟಿ ಸಮಂತಾ ಅಮೆರಿಕದಲ್ಲಿ ನಡೆದ ತೆಲುಗು ಅಸೋಸಿಯೇಷನ್ ಆಫ್ ನಾರ್ತ್ ಅಮೆರಿಕ 2025ರ ಕಾರ್ಯಕ್ರಮದಲ್ಲಿ ಭಾಗವಹಿಸಿದ್ದರು. ಅಲ್ಲಿ ವೇದಿಕೆಯಲ್ಲಿ ಮಾತನಾಡುವಾಗ ಸಮಂತಾ ಭಾವುಕರಾದರು. ಅವರ ವಿಡಿಯೋ ಈಗ ಸಾಮಾಜಿಕ ಮಾಧ್ಯಮದಲ್ಲಿ ವೈರಲ್ ಆಗುತ್ತಿದೆ. ತೆಲುಗು ಅಸೋಸಿಯೇಷನ್ ಆಫ್ ನಾರ್ತ್ ಅಮೆರಿಕ 2025ರ ವೇದಿಕೆಯಲ್ಲಿ ಸಮಂತಾ ಅವರು ಅವರ ಮಾತುಗಳು ವೈರಲ್ ಆಗಿವೆ. ಈ ವೇದಿಕೆಯಲ್ಲಿ ನಿಲ್ಲಲು ನನಗೆ 15 ವರ್ಷಗಳು ಬೇಕಾಯಿತು. ಪ್ರತಿ ವರ್ಷ ನಾನು ತೆಲುಗು ಅಸೋಸಿಯೇಷನ್ ಆಫ್ ನಾರ್ತ್ ಅಮೆರಿಕ ಕಾರ್ಯಕ್ರಮಕ್ಕೆ ಬರಲು ಬಯಸುತ್ತಿದ್ದೆ. ಆದರೆ ನಾನು ಇಲ್ಲಿಗೆ ಬಂದು ನಿಮ್ಮ ಜನರ ಪ್ರೀತಿ ಮತ್ತು ಬೆಂಬಲವನ್ನು ಪಡೆದಿದ್ದೇನೆ ಎಂದು ಸಮಂತಾ ಹೇಳಿದರು. ನನ್ನ ಮೊದಲ ಚಿತ್ರದಿಂದಲೂ ನೀವು ನನ್ನನ್ನು ಬೆಂಬಲಿಸಿದ್ದೀರಿ. ನೀವು ನನ್ನನ್ನು ನಿಮ್ಮ ಕುಟುಂಬದ ಸದಸ್ಯರಂತೆ ಸ್ವೀಕರಿಸಿದ್ದೀರಿ. ಅದಕ್ಕಾಗಿ ನಾನು ಯಾವಾಗಲೂ ಕೃತಜ್ಞಳಾಗಿರುತ್ತೇನೆ ಎಂದು ಅವರು ಭಾವುಕರಾಗಿ ಹೇಳಿದರು. ನನ್ನ ಜೀವನದಲ್ಲಿ ಹಲವು ಏರಿಳಿತಗಳನ್ನು ನಾನು ಕಂಡಿದ್ದೇನೆ. ನನ್ನ ಆರೋಗ್ಯ ಸಮಸ್ಯೆಯ ಸಮಯದಲ್ಲಿ ನಾನು ಯಾವುದೇ ನಿರ್ಧಾರ ತೆಗೆದುಕೊಳ್ಳಲು ಕಷ್ಟಪಟ್ಟೆ. ಆದರೆ ನೀವು ನೀಡಿದ ಪ್ರೀತಿ ಮತ್ತು ಬೆಂಬಲದಿಂದ ನಾನು ಮತ್ತೆ ಎದ್ದು ನಿಂತಿದ್ದೇನೆ. ನಾನು ಯಾವುದೇ ಸಿನಿಮಾ ಮಾಡಿದರೂ, ಅದು ನನ್ನ ಅಭಿಮಾನಿಗಳಿಗಾಗಿ. ನನ್ನ ಪ್ರತಿಯೊಂದು ಹೆಜ್ಜೆಯಲ್ಲೂ ನೀವು ನನ್ನೊಂದಿಗಿದ್ದೀರಿ. ನಾನು ಎಲ್ಲಿಯೇ ಹೋದರೂ, ತೆಲುಗು ಪ್ರೇಕ್ಷಕರು ನನ್ನನ್ನು ತಮ್ಮ ಮನೆಮಗಳಂತೆ ನೋಡಿಕೊಳ್ಳುತ್ತಾರೆ. ನಿಮ್ಮ ಪ್ರೀತಿಗೆ ಧನ್ಯವಾದಗಳು ಎಂದು ಸಮಂತಾ ಹೇಳಿದರು. ಸಮಂತಾ ಅವರ ಈ ಭಾವುಕ ಕ್ಷಣದ ವಿಡಿಯೋ ಸಾಮಾಜಿಕ ಮಾಧ್ಯಮದಲ್ಲಿ ವೈರಲ್ ಆಗುತ್ತಿದೆ. ಅಭಿಮಾನಿಗಳು ಸಮಂತಾಗೆ ಬೆಂಬಲ ವ್ಯಕ್ತಪಡಿಸಿ ಕಾಮೆಂಟ್ ಮಾಡುತ್ತಿದ್ದಾರೆ. ಇತ್ತೀಚೆಗೆ ಸಮಂತಾ ನಿರ್ಮಾಪಕಿಯಾಗಿ ಶುಭಂ ಚಿತ್ರ ನಿರ್ಮಿಸಿದ್ದರು. ಶೀಘ್ರದಲ್ಲೇ ಅವರು ರಕ್ತ ಬ್ರಹ್ಮಾಂಡ್ ವೆಬ್ ಸರಣಿಯಲ್ಲಿ ಕಾಣಿಸಿಕೊಳ್ಳಲಿದ್ದಾರೆ. ನನ್ನ ಜೀವನದಲ್ಲಿ ನಾನು ಏನೇ ಮಾಡಿದರೂ, ಅದಕ್ಕೆ ನಿಮ್ಮ ಆಶೀರ್ವಾದ ಬೇಕು ಎಂದು ಸಮಂತಾ ಹೇಳಿದರು. ಅವರ ಮಾತು ಕೇಳಿ ಸಭಿಕರು ಚಪ್ಪಾಳೆ ತಟ್ಟಿ ಅವರಿಗೆ ಬೆಂಬಲ ಸೂಚಿಸಿದರು. ಸಮಂತಾ ಅವರ ಈ ಭಾವುಕ ಮಾತುಗಳ ವಿಡಿಯೋ ಸಾಮಾಜಿಕ ಮಾಧ್ಯಮದಲ್ಲಿ ವೈರಲ್ ಆಗುತ್ತಿದೆ. [935,426,1517,606]
innovation-photo [886,1177,1521,1388]
recipe-title: ಮೂಲಂಗಿ ಪಾಲಾಕ್ ಪಲ್ಯ [15,228,403,278]
health-column-1: ವೈದಿಕ ಸಂಶೋಧನ ಸಮಯದಲ್ಲಿ ಬ್ಯಾಕ್ಟೀರಿಯಾಗಳು ಮೂತ್ರನಾಳವನ್ನು ಪ್ರವೇಶಿಸುವುದು. ಈ ಬ್ಯಾಕ್ಟೀರಿಯಾಗಳು ಮೂತ್ರಕೋಶವನ್ನು ತಲುಪಿ ಸೋಂಕನ್ನು ಉಂಟುಮಾಡುತ್ತವೆ. ಮೂತ್ರನಾಳವು ಚಿಕ್ಕದಾಗಿದ್ದು, ನೇರವಾಗಿರುವುದರಿಂದ ಮಹಿಳೆಯರಲ್ಲಿ ಈ ಸಮಸ್ಯೆ ಹೆಚ್ಚಾಗಿ ಕಂಡುಬರುತ್ತದೆ. ಸಂಭೋಗದ ನಂತರ ಮೂತ್ರ ವಿಸರ್ಜಿಸುವುದರಿಂದ ಮೂತ್ರನಾಳದ ಸೋಂಕಿನ ಅಪಾಯವನ್ನು ಕಡಿಮೆ ಮಾಡಬಹುದು. ಏಕೆಂದರೆ ಮೂತ್ರ ವಿಸರ್ಜನೆಯು ಮೂತ್ರನಾಳದಿಂದ ಬ್ಯಾಕ್ಟೀರಿಯಾವನ್ನು ತೆಗೆದುಹಾಕುತ್ತದೆ. ಮೂತ್ರನಾಳದ ಸೋಂಕು ತಡೆಗಟ್ಟಲು ಹಲವು ಸುರಕ್ಷಿತ ಮತ್ತು ಪರಿಣಾಮಕಾರಿ ಮಾರ್ಗಗಳಿವೆ. ಬೈಸಿಕಲ್ ಚಿತ್ರವು ನಂತರ ಕತ್ತಾಗೆ ಮಾಡಿ, ವಿಸರ್ಜನೆ ಮಾಡುವುದು ಉತ್ತಮ. ಇದು ಮೂತ್ರನಾಳದಲ್ಲಿರುವ ಹೆಚ್ಚಿನ ಬ್ಯಾಕ್ಟೀರಿಯಾವನ್ನು ತೆಗೆದುಹಾಕುತ್ತದೆ. ಮೂತ್ರ ವಿಸರ್ಜನೆಯಾದ ಮೇಲೆ ನೀವು ಇದನ್ನು ಯಾವಾಗಲೂ ನೀರು ಕುಡಿಯುವುದು ಮುಖ್ಯ. ಸಾಕಷ್ಟು ನೀರು ಕುಡಿಯಿರಿ. ಇದು ಮೂತ್ರದ ಉತ್ಪಾದನೆಯನ್ನು ಹೆಚ್ಚಿಸುತ್ತದೆ ಮತ್ತು ಬ್ಯಾಕ್ಟೀರಿಯಾವನ್ನು ಹೊರಹಾಕಲು ಸಹಾಯ ಮಾಡುತ್ತದೆ. ಹತ್ತಿ ಒಳ ಉಡುಪುಗಳನ್ನು ಧರಿಸಿ. ಸಂಶ್ಲೇಷಿತ ಬಟ್ಟೆಗಳು [24,782,223,1069]
divider [825,1966,827,2403]
page-number: 6 [6,6,48,75]
masthead [0,0,312,267]
health-tips-badge: ಹೆಲ್ತ್ ಟಿಪ್ಸ್ [267,1149,372,1254]
aquarius-icon: ♒ [599,2213,649,2263]
health-headline: ಮೂತ್ರನಾಳದ ಸೋಂಕು ಏಕೆ ಬರುತ್ತದೆ? [8,704,702,769]
hair-illustration [267,1444,639,1715]
divider [712,1044,1521,1046]
beauty-photo [267,1444,639,1715]
horoscope-libra: ತುಲಾ: ನಾನಾ ರೀತಿಯ ಸಂಪಾದನೆ, ಉದ್ಯೋಗದಲ್ಲಿ ಬಡ್ತಿ, ಸ್ತ್ರೀ ಸಂಬಂಧ ಒಳಿತು, ಧಾರ್ಮಿಕ ಕಾರ್ಯ, ಅಧಿಕ ತಿರುಗಾಟ, ಋಣ ವಿಮೋಚನೆ. [364,2222,530,2262]
scorpio-icon: ♏ [308,2314,358,2364]
horoscope-virgo: ಕನ್ಯಾ: ವ್ಯಾಸಂಗಕ್ಕೆ ತೊಂದರೆ, ದಾಯಾದಿ ಕಲಹ, ಮಿತ್ರಭೇದ, ಯತ್ನ ಕಾರ್ಯದಲ್ಲಿ ಜಯ, ಸ್ವಲ್ಪ ಲಾಭದ ನಿರೀಕ್ಷೆ. [364,2141,524,2181]
leo-icon: ♌ [308,2059,358,2109]
horoscope-aries: ಮೇಷ: ರಾಜ ವಿರೋಧ, ಯತ್ನ ಕಾರ್ಯಭಂಗ, ಕುಟುಂಬದಲ್ಲಿ ಅಶಾಂತಿ, ಹಣದ ಅಡಚಣೆ, ವಾಹನ ಅಪಘಾತ, ಅಗ್ನಿಯಿಂದ ಭೀತಿ. [74,2161,227,2201]
